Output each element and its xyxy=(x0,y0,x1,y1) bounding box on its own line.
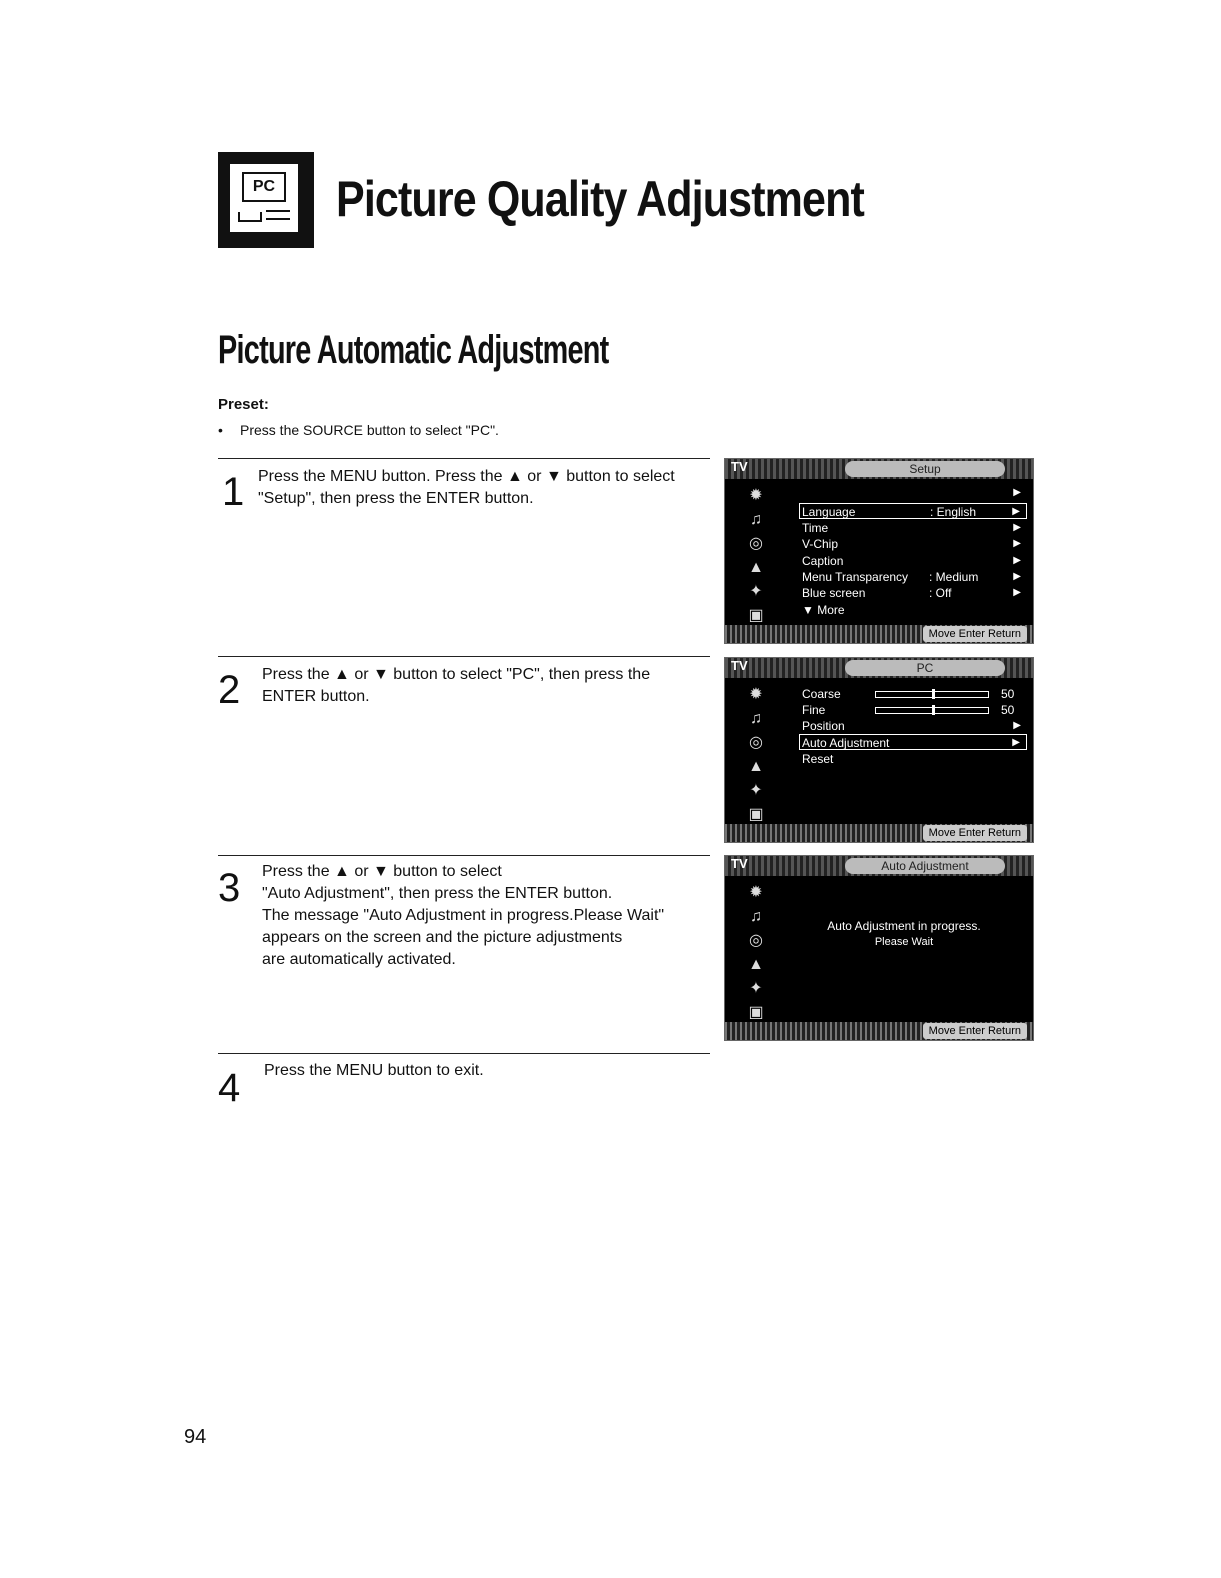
osd-item-position[interactable]: Position ▶ xyxy=(802,719,1021,733)
pc-section-icon xyxy=(218,152,314,248)
osd-item-more[interactable]: ▼ More xyxy=(802,603,845,617)
coarse-slider[interactable] xyxy=(875,691,989,698)
setup-icon: ▲ xyxy=(748,758,764,775)
step-4-text: Press the MENU button to exit. xyxy=(264,1062,484,1079)
slider-knob[interactable] xyxy=(932,689,935,699)
preset-label: Preset: xyxy=(218,396,269,413)
step-number: 3 xyxy=(218,866,241,910)
fine-slider[interactable] xyxy=(875,707,989,714)
tv-label: TV xyxy=(731,459,748,474)
step-number: 1 xyxy=(222,470,245,514)
step-divider xyxy=(218,1053,710,1054)
tv-icon: ▣ xyxy=(748,607,764,624)
picture-icon: ✹ xyxy=(749,487,763,504)
input-icon: ✦ xyxy=(749,980,763,997)
preset-instruction: • Press the SOURCE button to select "PC". xyxy=(218,422,499,438)
osd-menu-title: Auto Adjustment xyxy=(845,858,1005,874)
pc-label: PC xyxy=(242,172,286,202)
progress-message: Auto Adjustment in progress. xyxy=(827,919,981,933)
step-number: 2 xyxy=(218,668,241,712)
osd-menu-title: PC xyxy=(845,660,1005,676)
step-number: 4 xyxy=(218,1066,241,1110)
setup-icon: ▲ xyxy=(748,956,764,973)
step-divider xyxy=(218,458,710,459)
osd-item-menu-transparency[interactable]: Menu Transparency : Medium ▶ xyxy=(802,570,1021,584)
osd-auto-adjustment-screen xyxy=(724,855,1034,1041)
sound-icon: ♫ xyxy=(750,710,762,727)
step-1-text: Press the MENU button. Press the ▲ or ▼ button to select "Setup", then press the ENTER button. xyxy=(258,468,675,507)
input-icon: ✦ xyxy=(749,583,763,600)
tv-label: TV xyxy=(731,658,748,673)
osd-item-auto-adjustment[interactable]: Auto Adjustment ▶ xyxy=(799,734,1027,750)
step-divider xyxy=(218,855,710,856)
tv-icon: ▣ xyxy=(748,1004,764,1021)
osd-item-reset[interactable]: Reset xyxy=(802,752,834,766)
osd-item-time[interactable]: Time ▶ xyxy=(802,521,1021,535)
osd-footer: Move Enter Return xyxy=(923,1023,1027,1039)
osd-item-fine[interactable]: Fine 50 xyxy=(802,703,1015,717)
step-3-text: Press the ▲ or ▼ button to select "Auto Adjustment", then press the ENTER button. The message "Auto Adjustment in progress.Please Wait" appears on the screen and the picture adjustments are automatically activated. xyxy=(262,863,665,968)
please-wait-message: Please Wait xyxy=(874,936,934,948)
osd-setup-screen: TV Setup ✹ ♫ ◎ ▲ ✦ ▣ ▶ Language : English ▶ Time ▶ V-Chip ▶ Caption ▶ Menu Transparency : Medium ▶ Blue screen : Off ▶ ▼ More Move Enter Return xyxy=(724,458,1034,644)
osd-item-blue-screen[interactable]: Blue screen : Off ▶ xyxy=(802,586,1021,600)
picture-icon: ✹ xyxy=(749,686,763,703)
tv-label: TV xyxy=(731,856,748,871)
osd-footer: Move Enter Return xyxy=(923,626,1027,642)
channel-icon: ◎ xyxy=(749,932,763,949)
channel-icon: ◎ xyxy=(749,734,763,751)
step-2-text: Press the ▲ or ▼ button to select "PC", then press the ENTER button. xyxy=(262,666,651,705)
tv-icon: ▣ xyxy=(748,806,764,823)
page-number: 94 xyxy=(184,1426,207,1448)
section-title: Picture Automatic Adjustment xyxy=(218,328,609,372)
osd-item-coarse[interactable]: Coarse 50 xyxy=(802,687,1015,701)
slider-knob[interactable] xyxy=(932,705,935,715)
sound-icon: ♫ xyxy=(750,908,762,925)
page-title: Picture Quality Adjustment xyxy=(336,171,864,227)
osd-footer: Move Enter Return xyxy=(923,825,1027,841)
osd-item-language[interactable]: Language : English ▶ xyxy=(799,503,1027,519)
osd-pc-screen xyxy=(724,657,1034,843)
input-icon: ✦ xyxy=(749,782,763,799)
step-divider xyxy=(218,656,710,657)
osd-item-caption[interactable]: Caption ▶ xyxy=(802,554,1021,568)
setup-icon: ▲ xyxy=(748,559,764,576)
osd-item-vchip[interactable]: V-Chip ▶ xyxy=(802,537,1021,551)
sound-icon: ♫ xyxy=(750,511,762,528)
picture-icon: ✹ xyxy=(749,884,763,901)
osd-menu-title: Setup xyxy=(845,461,1005,477)
channel-icon: ◎ xyxy=(749,535,763,552)
